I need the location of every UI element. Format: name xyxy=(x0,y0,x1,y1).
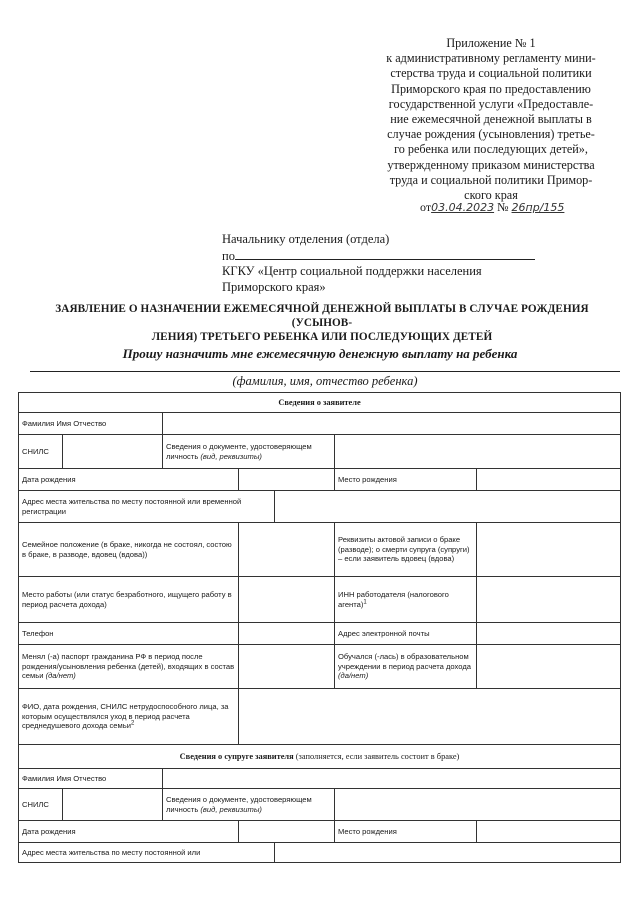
applicant-fio-field[interactable] xyxy=(163,413,621,435)
addressee-block xyxy=(222,232,535,295)
addressee-prefix: по xyxy=(222,248,235,263)
applicant-disabled-care-label: ФИО, дата рождения, СНИЛС нетрудоспособного лица, за которым осуществлялся уход в период расчета среднедушевого дохода семьи$^2$ xyxy=(19,689,239,745)
applicant-workplace-label: Место работы (или статус безработного, ищущего работу в период расчета дохода) xyxy=(19,577,239,623)
applicant-employer-inn-label: ИНН работодателя (налогового агента)$^1$ xyxy=(335,577,477,623)
appendix-line: ние ежемесячной денежной выплаты в xyxy=(390,112,592,127)
spouse-id-doc-label: Сведения о документе, удостоверяющем личность (вид, реквизиты) xyxy=(163,789,335,821)
addressee-line-1: Начальнику отделения (отдела) xyxy=(222,232,390,246)
applicant-snils-field[interactable] xyxy=(63,435,163,469)
child-name-field[interactable] xyxy=(30,371,620,372)
applicant-section-header: Сведения о заявителе xyxy=(19,393,621,413)
spouse-fio-field[interactable] xyxy=(163,769,621,789)
applicant-employer-inn-field[interactable] xyxy=(477,577,621,623)
appendix-line: случае рождения (усыновления) третье- xyxy=(387,127,595,142)
appendix-line: Приложение № 1 xyxy=(446,36,536,50)
spouse-birth-date-field[interactable] xyxy=(239,821,335,843)
applicant-fio-label: Фамилия Имя Отчество xyxy=(19,413,163,435)
date-prefix: от xyxy=(420,200,432,214)
order-date: 03.04.2023 xyxy=(431,201,495,214)
request-text: Прошу назначить мне ежемесячную денежную выплату на ребенка xyxy=(122,346,518,361)
appendix-line: ского края xyxy=(464,188,518,203)
applicant-address-field[interactable] xyxy=(275,491,621,523)
applicant-studied-field[interactable] xyxy=(477,645,621,689)
spouse-birth-place-field[interactable] xyxy=(477,821,621,843)
spouse-id-doc-field[interactable] xyxy=(335,789,621,821)
title-line-2: ЛЕНИЯ) ТРЕТЬЕГО РЕБЕНКА ИЛИ ПОСЛЕДУЮЩИХ ДЕТЕЙ xyxy=(151,331,493,343)
spouse-snils-field[interactable] xyxy=(63,789,163,821)
appendix-line: государственной услуги «Предоставле- xyxy=(388,96,594,111)
applicant-marriage-record-field[interactable] xyxy=(477,523,621,577)
addressee-line-2 xyxy=(222,248,535,265)
spouse-snils-label: СНИЛС xyxy=(19,789,63,821)
department-blank-field[interactable] xyxy=(235,248,535,260)
addressee-line-4: Приморского края» xyxy=(222,279,326,294)
document-title xyxy=(34,302,610,344)
applicant-phone-field[interactable] xyxy=(239,623,335,645)
applicant-birth-date-label: Дата рождения xyxy=(19,469,239,491)
applicant-id-doc-field[interactable] xyxy=(335,435,621,469)
spouse-address-field[interactable] xyxy=(275,843,621,863)
appendix-block xyxy=(372,36,610,203)
applicant-phone-label: Телефон xyxy=(19,623,239,645)
applicant-disabled-care-field[interactable] xyxy=(239,689,621,745)
applicant-marriage-record-label: Реквизиты актовой записи о браке (разводе); о смерти супруга (супруги) – если заявитель вдовец (вдова) xyxy=(335,523,477,577)
applicant-marital-label: Семейное положение (в браке, никогда не состоял, состою в браке, в разводе, вдовец (вдова)) xyxy=(19,523,239,577)
appendix-line: к административному регламенту мини- xyxy=(386,51,596,66)
spouse-fio-label: Фамилия Имя Отчество xyxy=(19,769,163,789)
applicant-passport-change-field[interactable] xyxy=(239,645,335,689)
addressee-line-3: КГКУ «Центр социальной поддержки населения xyxy=(222,264,482,278)
number-prefix: № xyxy=(497,200,509,214)
appendix-line: труда и социальной политики Примор- xyxy=(389,172,593,187)
applicant-studied-label: Обучался (-лась) в образовательном учреждении в период расчета дохода (да/нет) xyxy=(335,645,477,689)
order-number: 26пр/155 xyxy=(511,201,565,214)
spouse-birth-date-label: Дата рождения xyxy=(19,821,239,843)
applicant-email-label: Адрес электронной почты xyxy=(335,623,477,645)
applicant-email-field[interactable] xyxy=(477,623,621,645)
child-name-caption: (фамилия, имя, отчество ребенка) xyxy=(232,374,418,388)
spouse-section-header: Сведения о супруге заявителя (заполняется, если заявитель состоит в браке) xyxy=(19,745,621,769)
applicant-snils-label: СНИЛС xyxy=(19,435,63,469)
applicant-birth-place-field[interactable] xyxy=(477,469,621,491)
applicant-birth-date-field[interactable] xyxy=(239,469,335,491)
order-date-number xyxy=(420,200,564,215)
appendix-line: Приморского края по предоставлению xyxy=(391,81,591,96)
applicant-workplace-field[interactable] xyxy=(239,577,335,623)
appendix-line: стерства труда и социальной политики xyxy=(390,66,592,81)
applicant-marital-field[interactable] xyxy=(239,523,335,577)
title-line-1: ЗАЯВЛЕНИЕ О НАЗНАЧЕНИИ ЕЖЕМЕСЯЧНОЙ ДЕНЕЖНОЙ ВЫПЛАТЫ В СЛУЧАЕ РОЖДЕНИЯ (УСЫНОВ- xyxy=(55,303,589,329)
appendix-line: утвержденному приказом министерства xyxy=(387,157,595,172)
applicant-birth-place-label: Место рождения xyxy=(335,469,477,491)
application-form-table xyxy=(18,392,621,863)
applicant-address-label: Адрес места жительства по месту постоянной или временной регистрации xyxy=(19,491,275,523)
spouse-address-label: Адрес места жительства по месту постоянной или xyxy=(19,843,275,863)
spouse-birth-place-label: Место рождения xyxy=(335,821,477,843)
appendix-line: го ребенка или последующих детей», xyxy=(394,142,588,157)
applicant-passport-change-label: Менял (-а) паспорт гражданина РФ в период после рождения/усыновления ребенка (детей), входящих в состав семьи (да/нет) xyxy=(19,645,239,689)
applicant-id-doc-label: Сведения о документе, удостоверяющем личность (вид, реквизиты) xyxy=(163,435,335,469)
